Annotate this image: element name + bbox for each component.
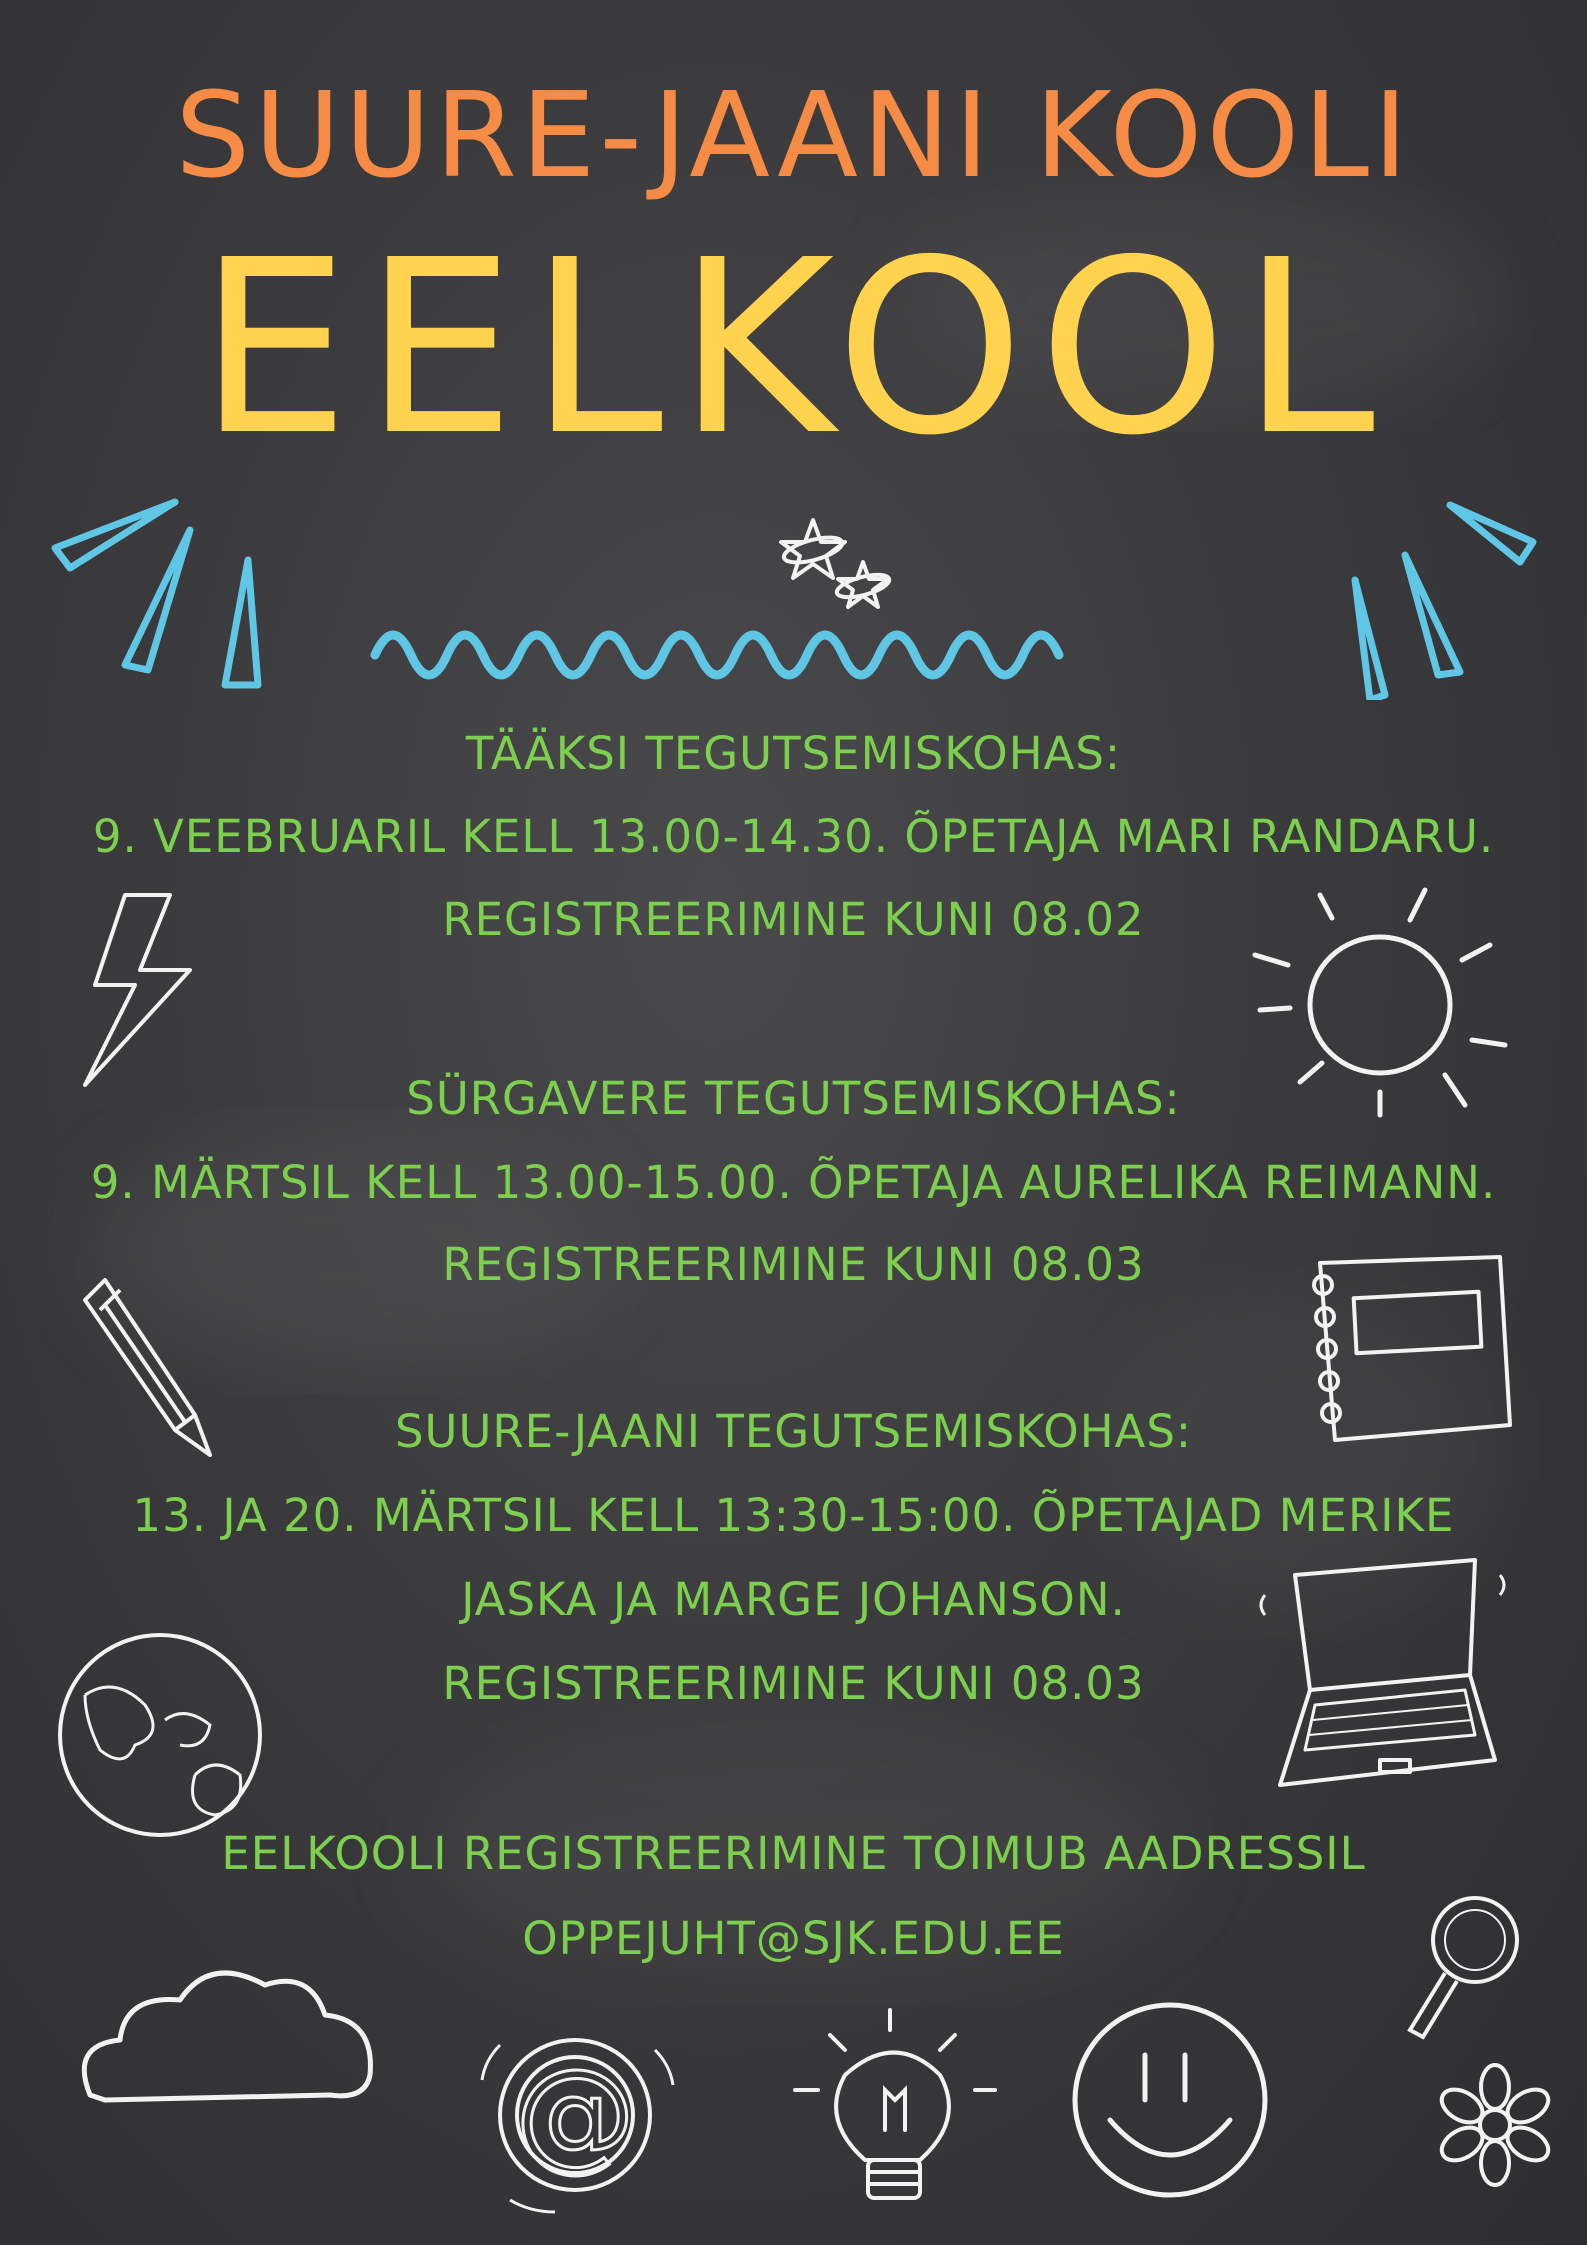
- at-sign-icon: [470, 2005, 680, 2215]
- zigzag-line: [375, 635, 1059, 675]
- section-1-details: 9. VEEBRUARIL KELL 13.00-14.30. ÕPETAJA MARI RANDARU.: [92, 810, 1495, 863]
- svg-text:@: @: [515, 2045, 635, 2184]
- section-3-registration: REGISTREERIMINE KUNI 08.03: [442, 1657, 1145, 1710]
- magnifier-icon: [1395, 1885, 1535, 2050]
- smiley-icon: [1060, 1990, 1280, 2210]
- section-2-details: 9. MÄRTSIL KELL 13.00-15.00. ÕPETAJA AURELIKA REIMANN.: [90, 1156, 1497, 1209]
- globe-icon: [45, 1625, 275, 1845]
- pencil-icon: [80, 1275, 230, 1465]
- notebook-icon: [1305, 1255, 1525, 1445]
- section-3-details-line1: 13. JA 20. MÄRTSIL KELL 13:30-15:00. ÕPETAJAD MERIKE: [132, 1489, 1455, 1542]
- section-3-heading: SUURE-JAANI TEGUTSEMISKOHAS:: [394, 1405, 1193, 1458]
- lightning-icon: [60, 890, 210, 1090]
- section-2-registration: REGISTREERIMINE KUNI 08.03: [442, 1238, 1145, 1291]
- section-2-heading: SÜRGAVERE TEGUTSEMISKOHAS:: [406, 1072, 1181, 1125]
- section-3-details-line2: JASKA JA MARGE JOHANSON.: [461, 1573, 1126, 1626]
- school-title: SUURE-JAANI KOOLI: [175, 66, 1412, 204]
- sun-icon: [1240, 870, 1520, 1120]
- flower-icon: [1430, 2060, 1560, 2190]
- lightbulb-icon: [790, 2000, 1000, 2230]
- burst-decoration: [0, 480, 1587, 700]
- footer-line: EELKOOLI REGISTREERIMINE TOIMUB AADRESSIL: [221, 1827, 1366, 1880]
- page-title: EELKOOL: [198, 208, 1389, 488]
- section-1-heading: TÄÄKSI TEGUTSEMISKOHAS:: [465, 727, 1122, 780]
- contact-email[interactable]: OPPEJUHT@SJK.EDU.EE: [522, 1912, 1065, 1965]
- stars-icon: [781, 520, 891, 607]
- section-1-registration: REGISTREERIMINE KUNI 08.02: [442, 893, 1145, 946]
- laptop-icon: [1255, 1555, 1525, 1805]
- cloud-icon: [70, 1960, 390, 2125]
